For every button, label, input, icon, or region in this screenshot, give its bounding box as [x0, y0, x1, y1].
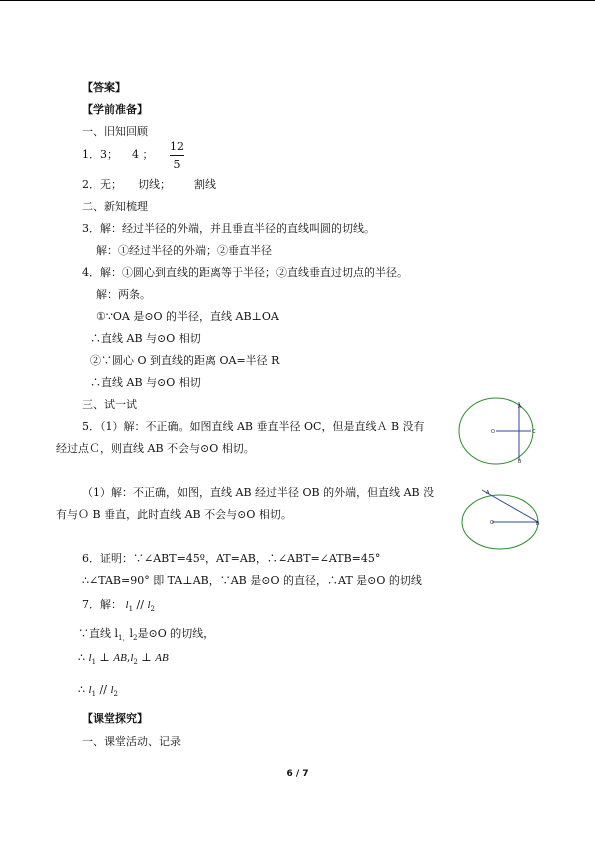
- q1-answer-b: 4 ；: [132, 148, 154, 161]
- fraction-denominator: 5: [173, 158, 181, 171]
- perp-symbol: ⊥: [141, 651, 152, 664]
- l2-symbol: l: [147, 599, 151, 611]
- comma: ,: [126, 651, 131, 664]
- l2-symbol: l: [129, 627, 134, 640]
- q5-part2-line2: 有与Ｏ B 垂直，此时直线 AB 不会与⊙O 相切。: [56, 508, 292, 521]
- q7-line1: [82, 598, 155, 616]
- l2-symbol: l: [110, 684, 114, 696]
- therefore-symbol: ∴: [78, 651, 85, 664]
- q5-part1-line1: 5．（1）解：不正确。如图直线 AB 垂直半径 OC，但是直线Ａ B 没有: [82, 420, 425, 433]
- line-ab: [482, 490, 538, 522]
- answer-heading: 【答案】: [82, 81, 126, 94]
- q4-proof-3: ②∵圆心 O 到直线的距离 OA=半径 R: [90, 354, 280, 367]
- newknow-heading: 二、新知梳理: [82, 200, 148, 213]
- q4-proof-4: ∴直线 AB 与⊙O 相切: [90, 376, 201, 389]
- ab-segment: AB: [155, 652, 169, 664]
- l1-symbol: l: [88, 652, 92, 664]
- q5-part1-line2: 经过点Ｃ，则直线 AB 不会与⊙O 相切。: [56, 442, 255, 455]
- q1-label: 1．3；: [82, 148, 118, 161]
- l1-subscript: 1: [91, 658, 97, 667]
- perp-symbol: ⊥: [99, 651, 110, 664]
- l1-symbol: l: [88, 684, 92, 696]
- l1-symbol: l: [125, 599, 129, 611]
- q2-answer-c: 割线: [194, 178, 216, 191]
- page-number: 6 / 7: [286, 769, 309, 779]
- q6-line2: ∴∠TAB=90° 即 TA⊥AB，∵AB 是⊙O 的直径，∴AT 是⊙O 的切线: [82, 574, 422, 587]
- l1-subscript: 1: [128, 605, 134, 614]
- fraction-bar: [170, 155, 184, 156]
- l1-subscript: 1: [91, 690, 97, 699]
- q3-text: 3．解：经过半径的外端，并且垂直半径的直线叫圆的切线。: [82, 222, 375, 235]
- trial-heading: 三、试一试: [82, 398, 137, 411]
- ab-segment: AB: [113, 652, 127, 664]
- label-a: A: [486, 490, 490, 496]
- class-activity-heading: 一、课堂活动、记录: [82, 735, 181, 748]
- figure-circle-oblique: [460, 484, 550, 550]
- q4-answer: 解：两条。: [96, 288, 151, 301]
- q7-line4: [78, 683, 118, 701]
- l2-symbol: l: [130, 652, 134, 664]
- parallel-symbol: //: [99, 683, 107, 696]
- top-border: [0, 0, 595, 1]
- q3-answer: 解：①经过半径的外端；②垂直半径: [96, 244, 272, 257]
- q7-given: ∵直线 l: [78, 627, 119, 640]
- q2-answer-b: 切线；: [138, 178, 171, 191]
- label-b: B: [536, 521, 540, 527]
- section-prep-heading: 【学前准备】: [82, 103, 148, 116]
- label-c: C: [532, 429, 536, 435]
- q4-proof-1: ①∵OA 是⊙O 的半径，直线 AB⊥OA: [96, 310, 279, 323]
- label-a: A: [518, 404, 522, 410]
- q4-text: 4．解：①圆心到直线的距离等于半径；②直线垂直过切点的半径。: [82, 266, 408, 279]
- q7-label: 7．解：: [82, 598, 122, 611]
- section-class-heading: 【课堂探究】: [82, 712, 148, 725]
- q7-line3: [78, 651, 169, 669]
- q7-line2: [78, 627, 214, 645]
- figure-circle-perpendicular: [455, 396, 545, 468]
- l2-subscript: 2: [113, 690, 118, 699]
- q5-part2-line1: （1）解：不正确，如图，直线 AB 经过半径 OB 的外端，但直线 AB 没: [82, 486, 435, 499]
- label-o: O: [490, 520, 494, 526]
- l2-subscript: 2: [133, 634, 138, 643]
- therefore-symbol: ∴: [78, 683, 85, 696]
- q6-line1: 6．证明：∵∠ABT=45º，AT=AB，∴∠ABT=∠ATB=45°: [82, 552, 381, 565]
- fraction-numerator: 12: [170, 140, 184, 153]
- q2-label: 2．无；: [82, 178, 122, 191]
- review-heading: 一、旧知回顾: [82, 125, 148, 138]
- l2-subscript: 2: [150, 605, 155, 614]
- q1-fraction: [170, 140, 184, 171]
- label-b: B: [518, 459, 522, 465]
- q7-given-tail: 是⊙O 的切线，: [137, 627, 215, 640]
- l2-subscript: 2: [133, 658, 138, 667]
- l1-subscript: 1，: [118, 634, 130, 643]
- q4-proof-2: ∴直线 AB 与⊙O 相切: [90, 332, 201, 345]
- label-o: O: [491, 429, 495, 435]
- parallel-symbol: //: [136, 598, 144, 611]
